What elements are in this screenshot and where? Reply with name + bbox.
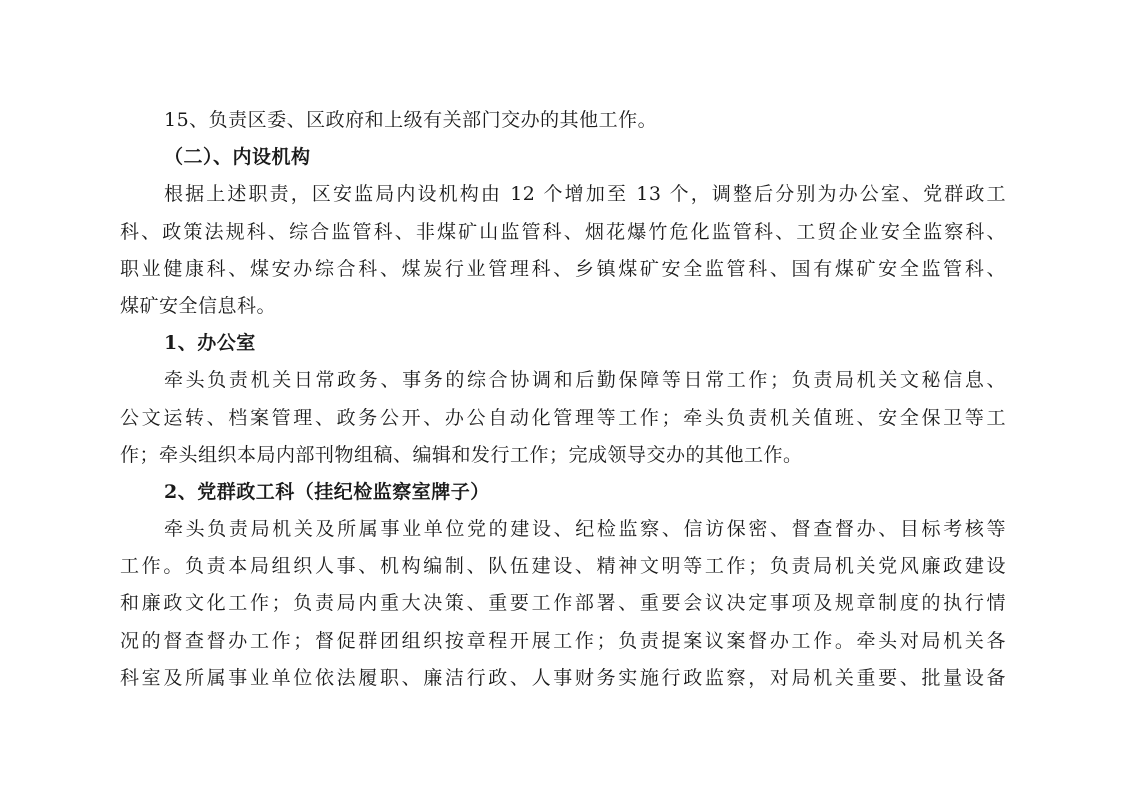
party-paragraph-line: 牵头负责局机关及所属事业单位党的建设、纪检监察、信访保密、督查督办、目标考核等	[164, 518, 1006, 541]
office-paragraph-line: 作；牵头组织本局内部刊物组稿、编辑和发行工作；完成领导交办的其他工作。	[120, 443, 803, 466]
intro-paragraph-line: 煤矿安全信息科。	[120, 294, 277, 317]
party-heading: 2、党群政工科（挂纪检监察室牌子）	[164, 480, 490, 503]
office-heading: 1、办公室	[164, 332, 256, 355]
intro-paragraph-line: 科、政策法规科、综合监管科、非煤矿山监管科、烟花爆竹危化监管科、工贸企业安全监察科、	[120, 220, 1006, 243]
party-paragraph-line: 况的督查督办工作；督促群团组织按章程开展工作；负责提案议案督办工作。牵头对局机关各	[120, 629, 1006, 652]
party-paragraph-line: 科室及所属事业单位依法履职、廉洁行政、人事财务实施行政监察，对局机关重要、批量设备	[120, 666, 1006, 689]
party-paragraph-line: 工作。负责本局组织人事、机构编制、队伍建设、精神文明等工作；负责局机关党风廉政建设	[120, 555, 1006, 578]
party-paragraph-line: 和廉政文化工作；负责局内重大决策、重要工作部署、重要会议决定事项及规章制度的执行情	[120, 592, 1006, 615]
document-body	[120, 102, 1006, 697]
section-two-heading: （二）、内设机构	[164, 146, 311, 169]
office-paragraph-line: 公文运转、档案管理、政务公开、办公自动化管理等工作；牵头负责机关值班、安全保卫等工	[120, 406, 1006, 429]
intro-paragraph-line: 根据上述职责，区安监局内设机构由 12 个增加至 13 个，调整后分别为办公室、党群政工	[164, 183, 1006, 206]
office-paragraph-line: 牵头负责机关日常政务、事务的综合协调和后勤保障等日常工作；负责局机关文秘信息、	[164, 369, 1006, 392]
intro-paragraph-line: 职业健康科、煤安办综合科、煤炭行业管理科、乡镇煤矿安全监管科、国有煤矿安全监管科、	[120, 257, 1006, 280]
item-15-line: 15、负责区委、区政府和上级有关部门交办的其他工作。	[164, 109, 658, 131]
